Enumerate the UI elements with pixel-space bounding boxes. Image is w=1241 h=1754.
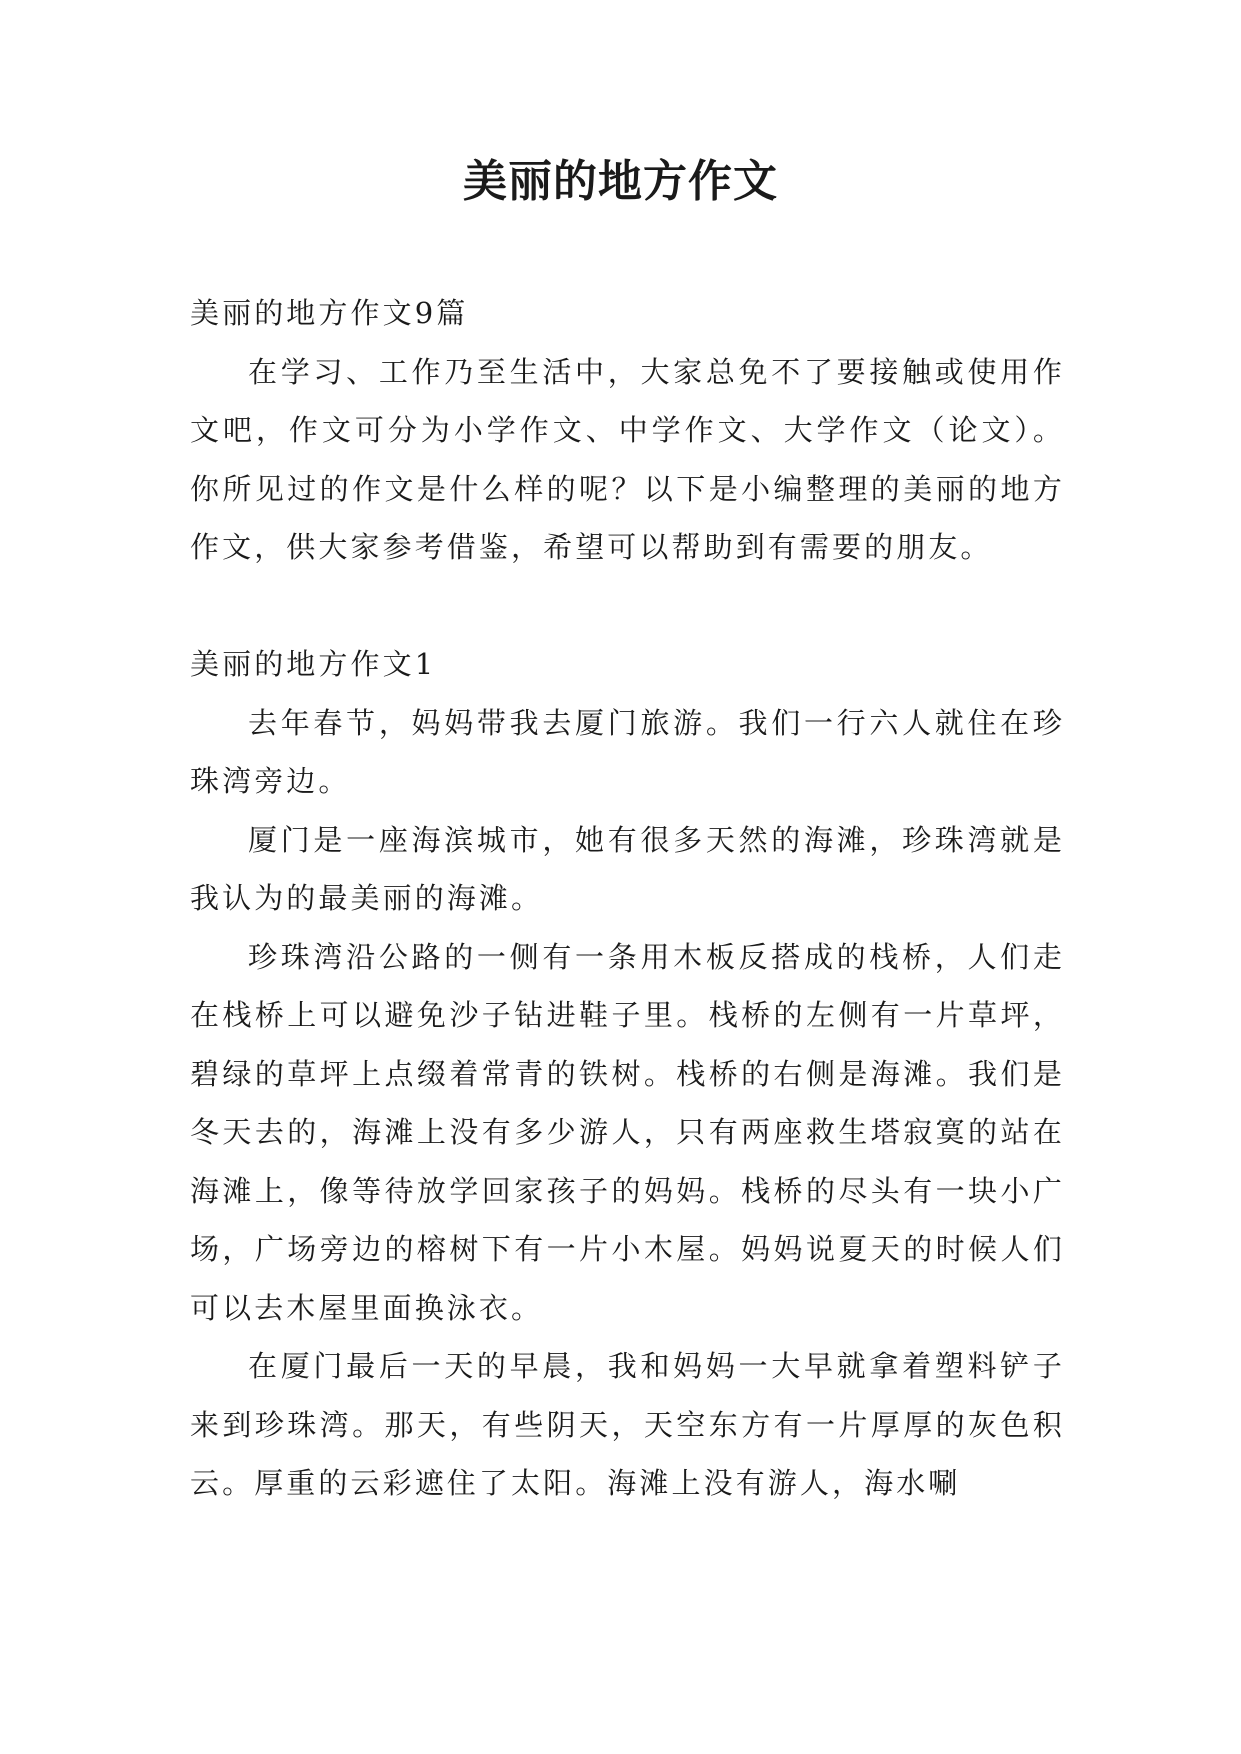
paragraph: 厦门是一座海滨城市，她有很多天然的海滩，珍珠湾就是我认为的最美丽的海滩。 xyxy=(190,822,1065,915)
paragraph: 去年春节，妈妈带我去厦门旅游。我们一行六人就住在珍珠湾旁边。 xyxy=(190,705,1065,798)
paragraph: 在学习、工作乃至生活中，大家总免不了要接触或使用作文吧，作文可分为小学作文、中学作文、大学作文（论文）。你所见过的作文是什么样的呢？以下是小编整理的美丽的地方作文，供大家参考借鉴，希望可以帮助到有需要的朋友。 xyxy=(190,354,1065,564)
paragraph: 珍珠湾沿公路的一侧有一条用木板反搭成的栈桥，人们走在栈桥上可以避免沙子钻进鞋子里。栈桥的左侧有一片草坪，碧绿的草坪上点缀着常青的铁树。栈桥的右侧是海滩。我们是冬天去的，海滩上没有多少游人，只有两座救生塔寂寞的站在海滩上，像等待放学回家孩子的妈妈。栈桥的尽头有一块小广场，广场旁边的榕树下有一片小木屋。妈妈说夏天的时候人们可以去木屋里面换泳衣。 xyxy=(190,939,1065,1325)
page-title: 美丽的地方作文 xyxy=(463,156,778,207)
paragraph-gap xyxy=(190,577,1065,636)
section-heading: 美丽的地方作文1 xyxy=(190,647,437,681)
paragraph: 在厦门最后一天的早晨，我和妈妈一大早就拿着塑料铲子来到珍珠湾。那天，有些阴天，天空东方有一片厚厚的灰色积云。厚重的云彩遮住了太阳。海滩上没有游人，海水唰 xyxy=(190,1349,1065,1500)
document-body xyxy=(190,284,1065,1513)
section-heading: 美丽的地方作文9篇 xyxy=(190,296,469,330)
